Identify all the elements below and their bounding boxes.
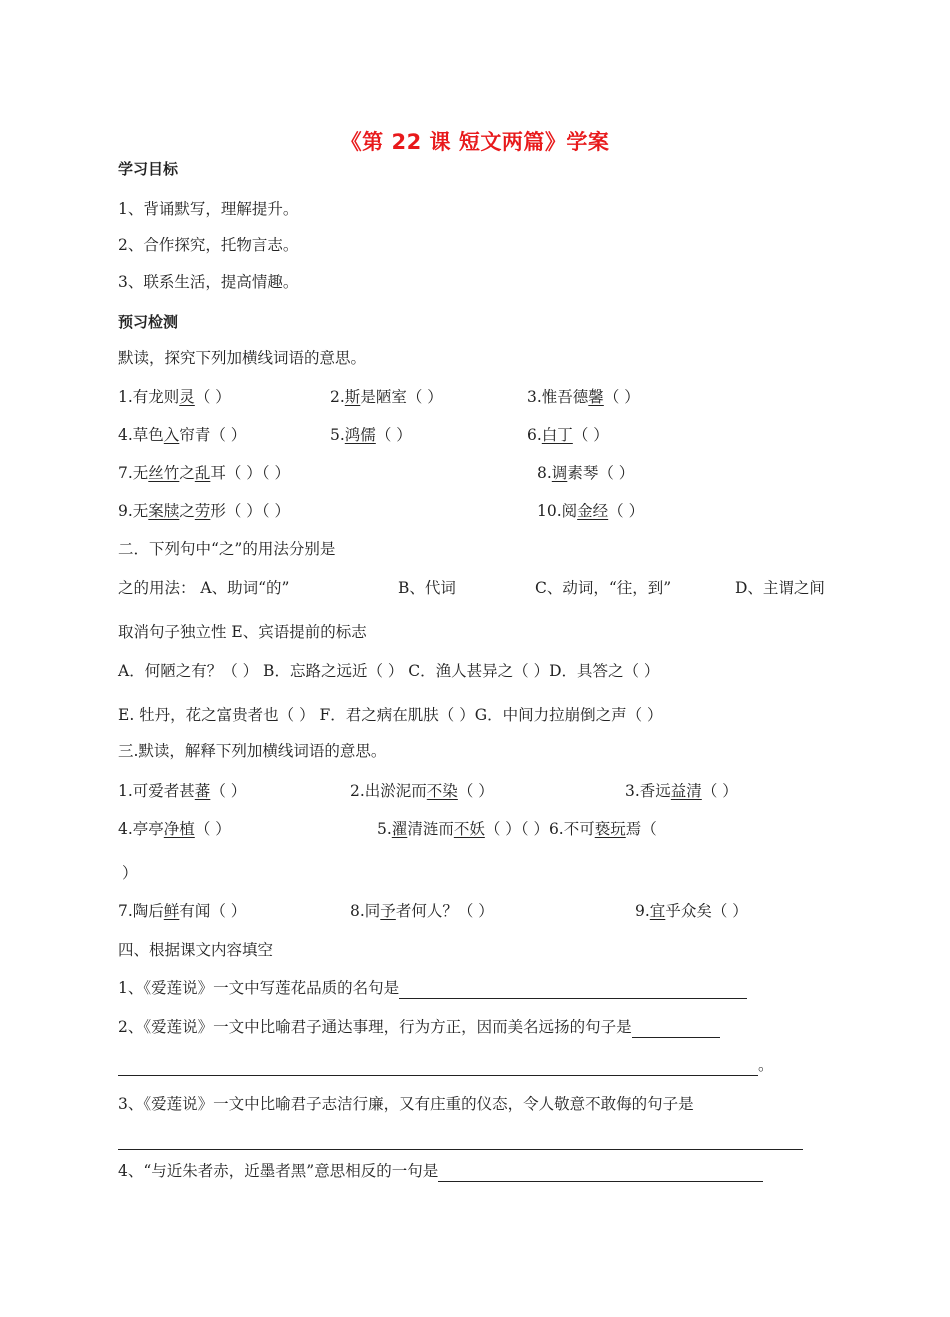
goal-item-3: 3、联系生活，提高情趣。 [118, 273, 299, 291]
lotus-vocab-4: 4.亭亭净植（ ） [118, 820, 231, 838]
lotus-vocab-2: 2.出淤泥而不染（ ） [350, 782, 494, 800]
answer-blank-2a[interactable] [632, 1019, 720, 1038]
lotus-vocab-3: 3.香远益清（ ） [625, 782, 738, 800]
zhi-questions-1: A．何陋之有？（ ） B．忘路之远近（ ） C．渔人甚异之（ ）D．具答之（ ） [118, 662, 660, 680]
lotus-vocab-9: 9.宜乎众矣（ ） [635, 902, 748, 920]
vocab-item-3: 3.惟吾德馨（ ） [527, 388, 640, 406]
fill-question-4: 4、“与近朱者赤，近墨者黑”意思相反的一句是 [118, 1160, 763, 1182]
vocab-item-2: 2.斯是陋室（ ） [330, 388, 443, 406]
fill-question-2-cont: 。 [118, 1054, 774, 1076]
fill-question-2: 2、《爱莲说》一文中比喻君子通达事理，行为方正，因而美名远扬的句子是 [118, 1016, 720, 1038]
vocab-item-7: 7.无丝竹之乱耳（ ）（ ） [118, 464, 290, 482]
vocab-item-4: 4.草色入帘青（ ） [118, 426, 247, 444]
fill-question-1: 1、《爱莲说》一文中写莲花品质的名句是 [118, 977, 747, 999]
vocab-item-5: 5.鸿儒（ ） [330, 426, 412, 444]
part2-heading: 二．下列句中“之”的用法分别是 [118, 540, 336, 558]
goal-item-2: 2、合作探究，托物言志。 [118, 236, 299, 254]
preview-heading: 预习检测 [118, 313, 179, 331]
lotus-vocab-7: 7.陶后鲜有闻（ ） [118, 902, 247, 920]
preview-intro: 默读，探究下列加横线词语的意思。 [118, 349, 367, 367]
usage-e-line: 取消句子独立性 E、宾语提前的标志 [118, 623, 367, 641]
goal-item-1: 1、背诵默写，理解提升。 [118, 200, 299, 218]
part3-heading: 三.默读，解释下列加横线词语的意思。 [118, 742, 387, 760]
answer-blank-4[interactable] [438, 1163, 763, 1182]
part4-heading: 四、根据课文内容填空 [118, 941, 274, 959]
lotus-vocab-5-6: 5.濯清涟而不妖（ ）（ ）6.不可亵玩焉（ [377, 820, 657, 838]
answer-blank-2b[interactable] [118, 1057, 758, 1076]
usage-d: D、主谓之间 [735, 579, 825, 597]
vocab-item-10: 10.阅金经（ ） [537, 502, 645, 520]
lotus-vocab-1: 1.可爱者甚蕃（ ） [118, 782, 247, 800]
vocab-item-9: 9.无案牍之劳形（ ）（ ） [118, 502, 290, 520]
lotus-vocab-8: 8.同予者何人？（ ） [350, 902, 494, 920]
lotus-vocab-6-wrap: ） [122, 864, 138, 882]
goals-heading: 学习目标 [118, 160, 179, 178]
vocab-item-1: 1.有龙则灵（ ） [118, 388, 231, 406]
answer-blank-1[interactable] [399, 980, 747, 999]
page-title: 《第 22 课 短文两篇》学案 [340, 130, 610, 154]
zhi-questions-2: E. 牡丹，花之富贵者也（ ） F．君之病在肌肤（ ）G．中间力拉崩倒之声（ ） [118, 706, 663, 724]
usage-a: 之的用法： A、助词“的” [118, 579, 290, 597]
vocab-item-6: 6.白丁（ ） [527, 426, 609, 444]
usage-b: B、代词 [398, 579, 456, 597]
answer-blank-3[interactable] [118, 1148, 803, 1150]
vocab-item-8: 8.调素琴（ ） [537, 464, 635, 482]
fill-question-3: 3、《爱莲说》一文中比喻君子志洁行廉，又有庄重的仪态，令人敬意不敢侮的句子是 [118, 1095, 694, 1113]
usage-c: C、动词，“往，到” [535, 579, 672, 597]
